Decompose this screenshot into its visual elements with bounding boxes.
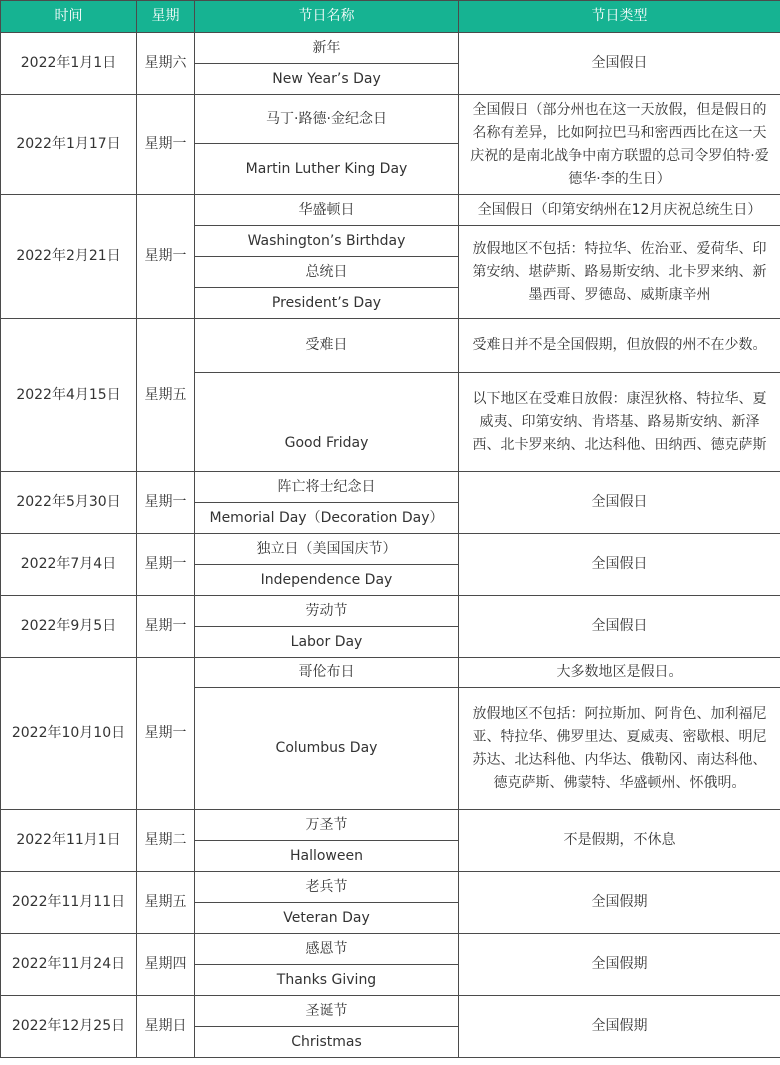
date-cell: 2022年12月25日	[1, 996, 137, 1058]
holiday-name-en: Memorial Day（Decoration Day）	[195, 503, 459, 534]
table-row	[1, 872, 780, 903]
table-row	[1, 534, 780, 565]
header-date: 时间	[1, 1, 137, 33]
holiday-name-zh: 独立日（美国国庆节）	[195, 534, 459, 565]
weekday-cell: 星期四	[137, 934, 195, 996]
date-cell: 2022年5月30日	[1, 472, 137, 534]
holiday-type-cell: 不是假期，不休息	[459, 810, 780, 872]
holiday-type-cell: 受难日并不是全国假期，但放假的州不在少数。	[459, 319, 780, 373]
holiday-name-en: Independence Day	[195, 565, 459, 596]
weekday-cell: 星期日	[137, 996, 195, 1058]
holiday-name-en: Columbus Day	[195, 688, 459, 810]
holiday-type-cell: 全国假日（印第安纳州在12月庆祝总统生日）	[459, 195, 780, 226]
holiday-name-en: New Year’s Day	[195, 64, 459, 95]
holiday-name-zh: 哥伦布日	[195, 658, 459, 688]
holiday-name-en: Veteran Day	[195, 903, 459, 934]
weekday-cell: 星期一	[137, 472, 195, 534]
table-header	[1, 1, 780, 33]
table-row	[1, 934, 780, 965]
holiday-name-zh: 新年	[195, 33, 459, 64]
holiday-name-en: Good Friday	[195, 373, 459, 472]
holiday-name-zh: 阵亡将士纪念日	[195, 472, 459, 503]
holiday-type-note-cell: 放假地区不包括：阿拉斯加、阿肯色、加利福尼亚、特拉华、佛罗里达、夏威夷、密歇根、明尼苏达、北达科他、内华达、俄勒冈、南达科他、德克萨斯、佛蒙特、华盛顿州、怀俄明。	[459, 688, 780, 810]
date-cell: 2022年9月5日	[1, 596, 137, 658]
date-cell: 2022年4月15日	[1, 319, 137, 472]
header-row	[1, 1, 780, 33]
holiday-name-en: Labor Day	[195, 627, 459, 658]
weekday-cell: 星期一	[137, 658, 195, 810]
holiday-name-en: Halloween	[195, 841, 459, 872]
table-row	[1, 596, 780, 627]
table-row	[1, 195, 780, 226]
table-row	[1, 95, 780, 144]
holiday-type-cell: 全国假期	[459, 872, 780, 934]
holiday-type-cell: 全国假日	[459, 596, 780, 658]
holiday-type-note-cell: 放假地区不包括：特拉华、佐治亚、爱荷华、印第安纳、堪萨斯、路易斯安纳、北卡罗来纳、新墨西哥、罗德岛、威斯康辛州	[459, 226, 780, 319]
holiday-type-cell: 全国假日（部分州也在这一天放假，但是假日的名称有差异，比如阿拉巴马和密西西比在这一天庆祝的是南北战争中南方联盟的总司令罗伯特·爱德华·李的生日）	[459, 95, 780, 195]
holiday-name-zh: 圣诞节	[195, 996, 459, 1027]
weekday-cell: 星期五	[137, 319, 195, 472]
holiday-name-zh: 马丁·路德·金纪念日	[195, 95, 459, 144]
date-cell: 2022年7月4日	[1, 534, 137, 596]
holiday-name-zh: 感恩节	[195, 934, 459, 965]
holiday-type-note-cell: 以下地区在受难日放假：康涅狄格、特拉华、夏威夷、印第安纳、肯塔基、路易斯安纳、新泽西、北卡罗来纳、北达科他、田纳西、德克萨斯	[459, 373, 780, 472]
holiday-type-cell: 全国假期	[459, 996, 780, 1058]
header-name: 节日名称	[195, 1, 459, 33]
date-cell: 2022年11月1日	[1, 810, 137, 872]
table-row	[1, 996, 780, 1027]
holiday-name-zh: 受难日	[195, 319, 459, 373]
holiday-name-zh: 万圣节	[195, 810, 459, 841]
header-type: 节日类型	[459, 1, 780, 33]
date-cell: 2022年1月1日	[1, 33, 137, 95]
holiday-name-zh: 老兵节	[195, 872, 459, 903]
header-weekday: 星期	[137, 1, 195, 33]
table-row	[1, 319, 780, 373]
holiday-alt-name-en: President’s Day	[195, 288, 459, 319]
table-row	[1, 33, 780, 64]
table-row	[1, 658, 780, 688]
holiday-type-cell: 大多数地区是假日。	[459, 658, 780, 688]
holiday-name-en: Christmas	[195, 1027, 459, 1058]
holiday-name-en: Washington’s Birthday	[195, 226, 459, 257]
date-cell: 2022年11月11日	[1, 872, 137, 934]
holiday-name-en: Thanks Giving	[195, 965, 459, 996]
date-cell: 2022年11月24日	[1, 934, 137, 996]
date-cell: 2022年2月21日	[1, 195, 137, 319]
holiday-name-zh: 华盛顿日	[195, 195, 459, 226]
weekday-cell: 星期一	[137, 596, 195, 658]
weekday-cell: 星期一	[137, 534, 195, 596]
holiday-name-zh: 劳动节	[195, 596, 459, 627]
holiday-type-cell: 全国假期	[459, 934, 780, 996]
table-row	[1, 810, 780, 841]
holiday-type-cell: 全国假日	[459, 534, 780, 596]
date-cell: 2022年1月17日	[1, 95, 137, 195]
weekday-cell: 星期一	[137, 195, 195, 319]
weekday-cell: 星期五	[137, 872, 195, 934]
weekday-cell: 星期二	[137, 810, 195, 872]
holiday-type-cell: 全国假日	[459, 33, 780, 95]
weekday-cell: 星期一	[137, 95, 195, 195]
date-cell: 2022年10月10日	[1, 658, 137, 810]
holiday-alt-name-zh: 总统日	[195, 257, 459, 288]
table-body	[1, 33, 780, 1058]
holiday-name-en: Martin Luther King Day	[195, 144, 459, 195]
weekday-cell: 星期六	[137, 33, 195, 95]
table-row	[1, 472, 780, 503]
holiday-type-cell: 全国假日	[459, 472, 780, 534]
